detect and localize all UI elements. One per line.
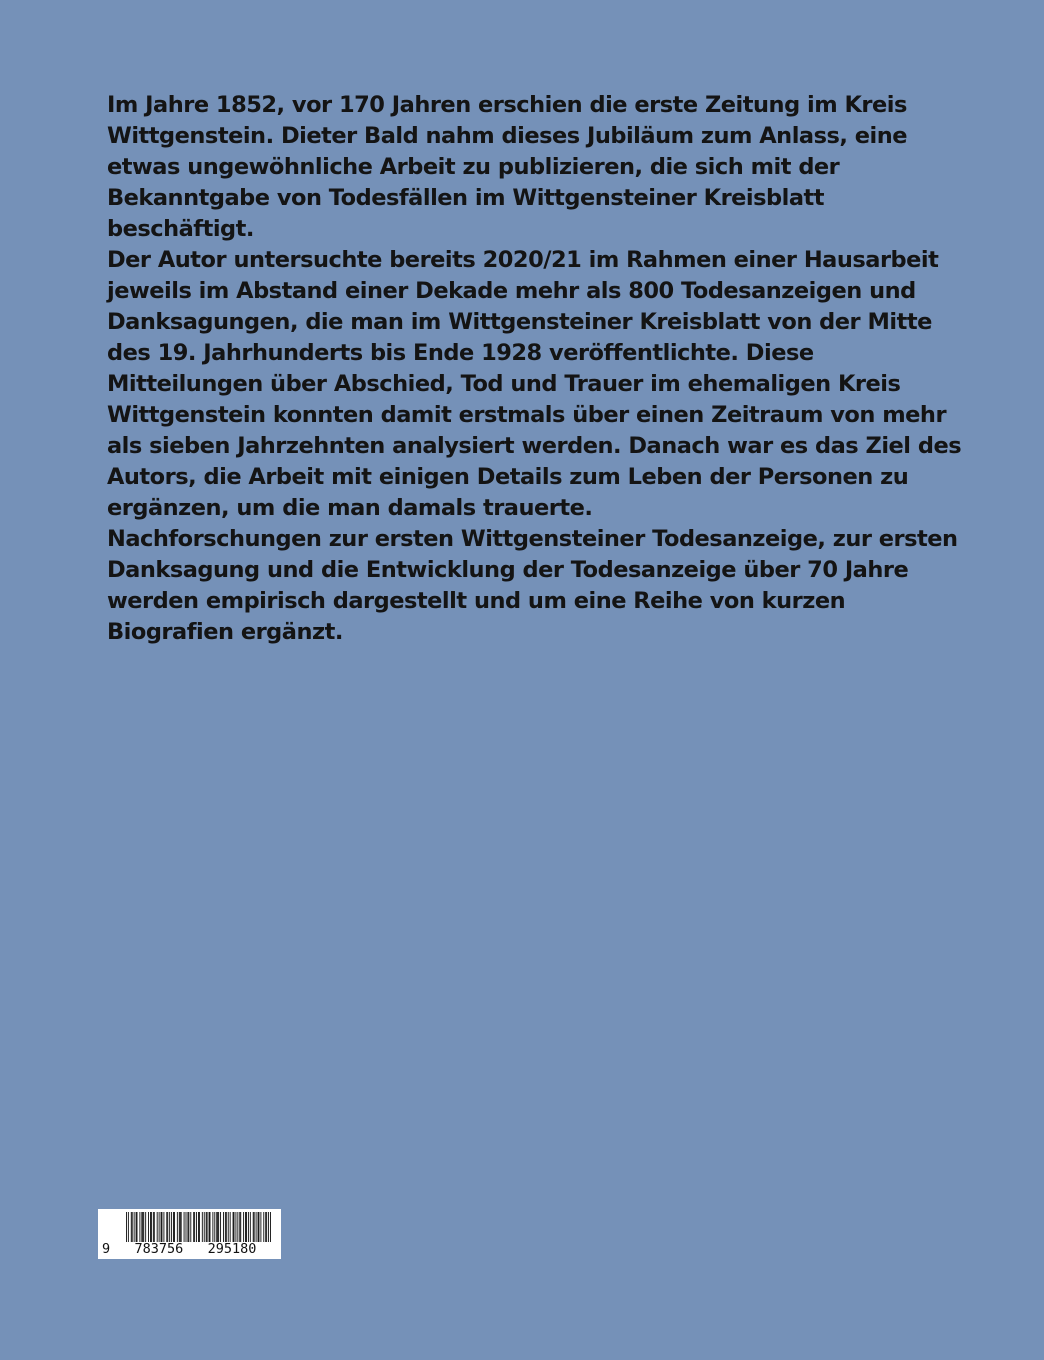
barcode-bar [239, 1212, 240, 1242]
barcode-bar [186, 1212, 187, 1242]
barcode-bar [214, 1212, 215, 1242]
barcode-bar [169, 1212, 170, 1242]
barcode-bar [234, 1212, 235, 1242]
barcode-bar [126, 1212, 127, 1242]
barcode-bar [230, 1212, 231, 1242]
barcode-bar [142, 1212, 143, 1242]
text-line: ergänzen, um die man damals trauerte. [107, 495, 593, 521]
barcode-bar [134, 1212, 135, 1242]
text-line: als sieben Jahrzehnten analysiert werden. Danach war es das Ziel des [107, 433, 962, 459]
barcode-bar [258, 1212, 259, 1242]
barcode-bars-icon [126, 1212, 271, 1242]
barcode-bar [132, 1212, 133, 1242]
barcode-bar [171, 1212, 172, 1242]
barcode-bar [148, 1212, 149, 1242]
barcode-bar [209, 1212, 210, 1242]
text-line: etwas ungewöhnliche Arbeit zu publizieren, die sich mit der [107, 154, 840, 180]
barcode-bar [245, 1212, 246, 1242]
barcode-bar [184, 1212, 185, 1242]
isbn-barcode [98, 1209, 281, 1259]
barcode-bar [145, 1212, 146, 1242]
barcode-bar [157, 1212, 158, 1242]
barcode-bar [194, 1212, 195, 1242]
barcode-bar [143, 1212, 144, 1242]
back-cover-text [107, 90, 962, 648]
barcode-bar [159, 1212, 160, 1242]
barcode-bar [150, 1212, 151, 1242]
barcode-bar [246, 1212, 247, 1242]
text-line: jeweils im Abstand einer Dekade mehr als 800 Todesanzeigen und [107, 278, 916, 304]
barcode-bar [153, 1212, 154, 1242]
barcode-bar [225, 1212, 226, 1242]
barcode-bar [254, 1212, 255, 1242]
text-line: Danksagung und die Entwicklung der Todesanzeige über 70 Jahre [107, 557, 909, 583]
barcode-bar [237, 1212, 238, 1242]
barcode-bar [198, 1212, 199, 1242]
barcode-bar [206, 1212, 207, 1242]
barcode-bar [167, 1212, 168, 1242]
text-line: Danksagungen, die man im Wittgensteiner Kreisblatt von der Mitte [107, 309, 932, 335]
text-line: Wittgenstein konnten damit erstmals über einen Zeitraum von mehr [107, 402, 947, 428]
barcode-bar [220, 1212, 221, 1242]
barcode-bar [163, 1212, 164, 1242]
barcode-bar [266, 1212, 267, 1242]
barcode-bar [196, 1212, 197, 1242]
barcode-bar [162, 1212, 163, 1242]
barcode-bar [223, 1212, 224, 1242]
barcode-bar [259, 1212, 260, 1242]
barcode-bar [253, 1212, 254, 1242]
barcode-bar [263, 1212, 264, 1242]
barcode-bar [248, 1212, 249, 1242]
barcode-bar [228, 1212, 229, 1242]
barcode-bar [187, 1212, 188, 1242]
text-line: Der Autor untersuchte bereits 2020/21 im Rahmen einer Hausarbeit [107, 247, 939, 273]
barcode-bar [226, 1212, 227, 1242]
barcode-bar [151, 1212, 152, 1242]
barcode-bar [199, 1212, 200, 1242]
barcode-bar [193, 1212, 194, 1242]
barcode-bar [216, 1212, 217, 1242]
barcode-bar [265, 1212, 266, 1242]
barcode-bar [141, 1212, 142, 1242]
barcode-bar [202, 1212, 203, 1242]
text-line: Biografien ergänzt. [107, 619, 343, 645]
barcode-digits: 9 783756 295180 [102, 1241, 257, 1257]
barcode-bar [173, 1212, 174, 1242]
barcode-bar [174, 1212, 175, 1242]
barcode-bar [218, 1212, 219, 1242]
barcode-bar [139, 1212, 140, 1242]
text-line: des 19. Jahrhunderts bis Ende 1928 veröffentlichte. Diese [107, 340, 814, 366]
barcode-bar [177, 1212, 178, 1242]
barcode-bar [137, 1212, 138, 1242]
text-line: Wittgenstein. Dieter Bald nahm dieses Jubiläum zum Anlass, eine [107, 123, 908, 149]
text-line: Mitteilungen über Abschied, Tod und Trauer im ehemaligen Kreis [107, 371, 901, 397]
barcode-bar [180, 1212, 181, 1242]
barcode-bar [233, 1212, 234, 1242]
barcode-bar [136, 1212, 137, 1242]
barcode-bar [128, 1212, 129, 1242]
text-line: Bekanntgabe von Todesfällen im Wittgensteiner Kreisblatt [107, 185, 825, 211]
barcode-bar [179, 1212, 180, 1242]
barcode-bar [217, 1212, 218, 1242]
barcode-bar [256, 1212, 257, 1242]
text-line: Nachforschungen zur ersten Wittgensteiner Todesanzeige, zur ersten [107, 526, 958, 552]
barcode-bar [131, 1212, 132, 1242]
barcode-bar [204, 1212, 205, 1242]
barcode-bar [240, 1212, 241, 1242]
barcode-bar [166, 1212, 167, 1242]
barcode-bar [190, 1212, 191, 1242]
barcode-bar [181, 1212, 182, 1242]
text-line: beschäftigt. [107, 216, 254, 242]
barcode-bar [260, 1212, 261, 1242]
barcode-bar [154, 1212, 155, 1242]
barcode-bar [235, 1212, 236, 1242]
barcode-bar [188, 1212, 189, 1242]
barcode-bar [212, 1212, 213, 1242]
barcode-bar [268, 1212, 269, 1242]
barcode-bar [210, 1212, 211, 1242]
barcode-bar [270, 1212, 271, 1242]
barcode-bar [207, 1212, 208, 1242]
barcode-bar [243, 1212, 244, 1242]
text-line: werden empirisch dargestellt und um eine Reihe von kurzen [107, 588, 846, 614]
text-line: Autors, die Arbeit mit einigen Details zum Leben der Personen zu [107, 464, 909, 490]
barcode-bar [161, 1212, 162, 1242]
barcode-bar [250, 1212, 251, 1242]
text-line: Im Jahre 1852, vor 170 Jahren erschien die erste Zeitung im Kreis [107, 92, 907, 118]
